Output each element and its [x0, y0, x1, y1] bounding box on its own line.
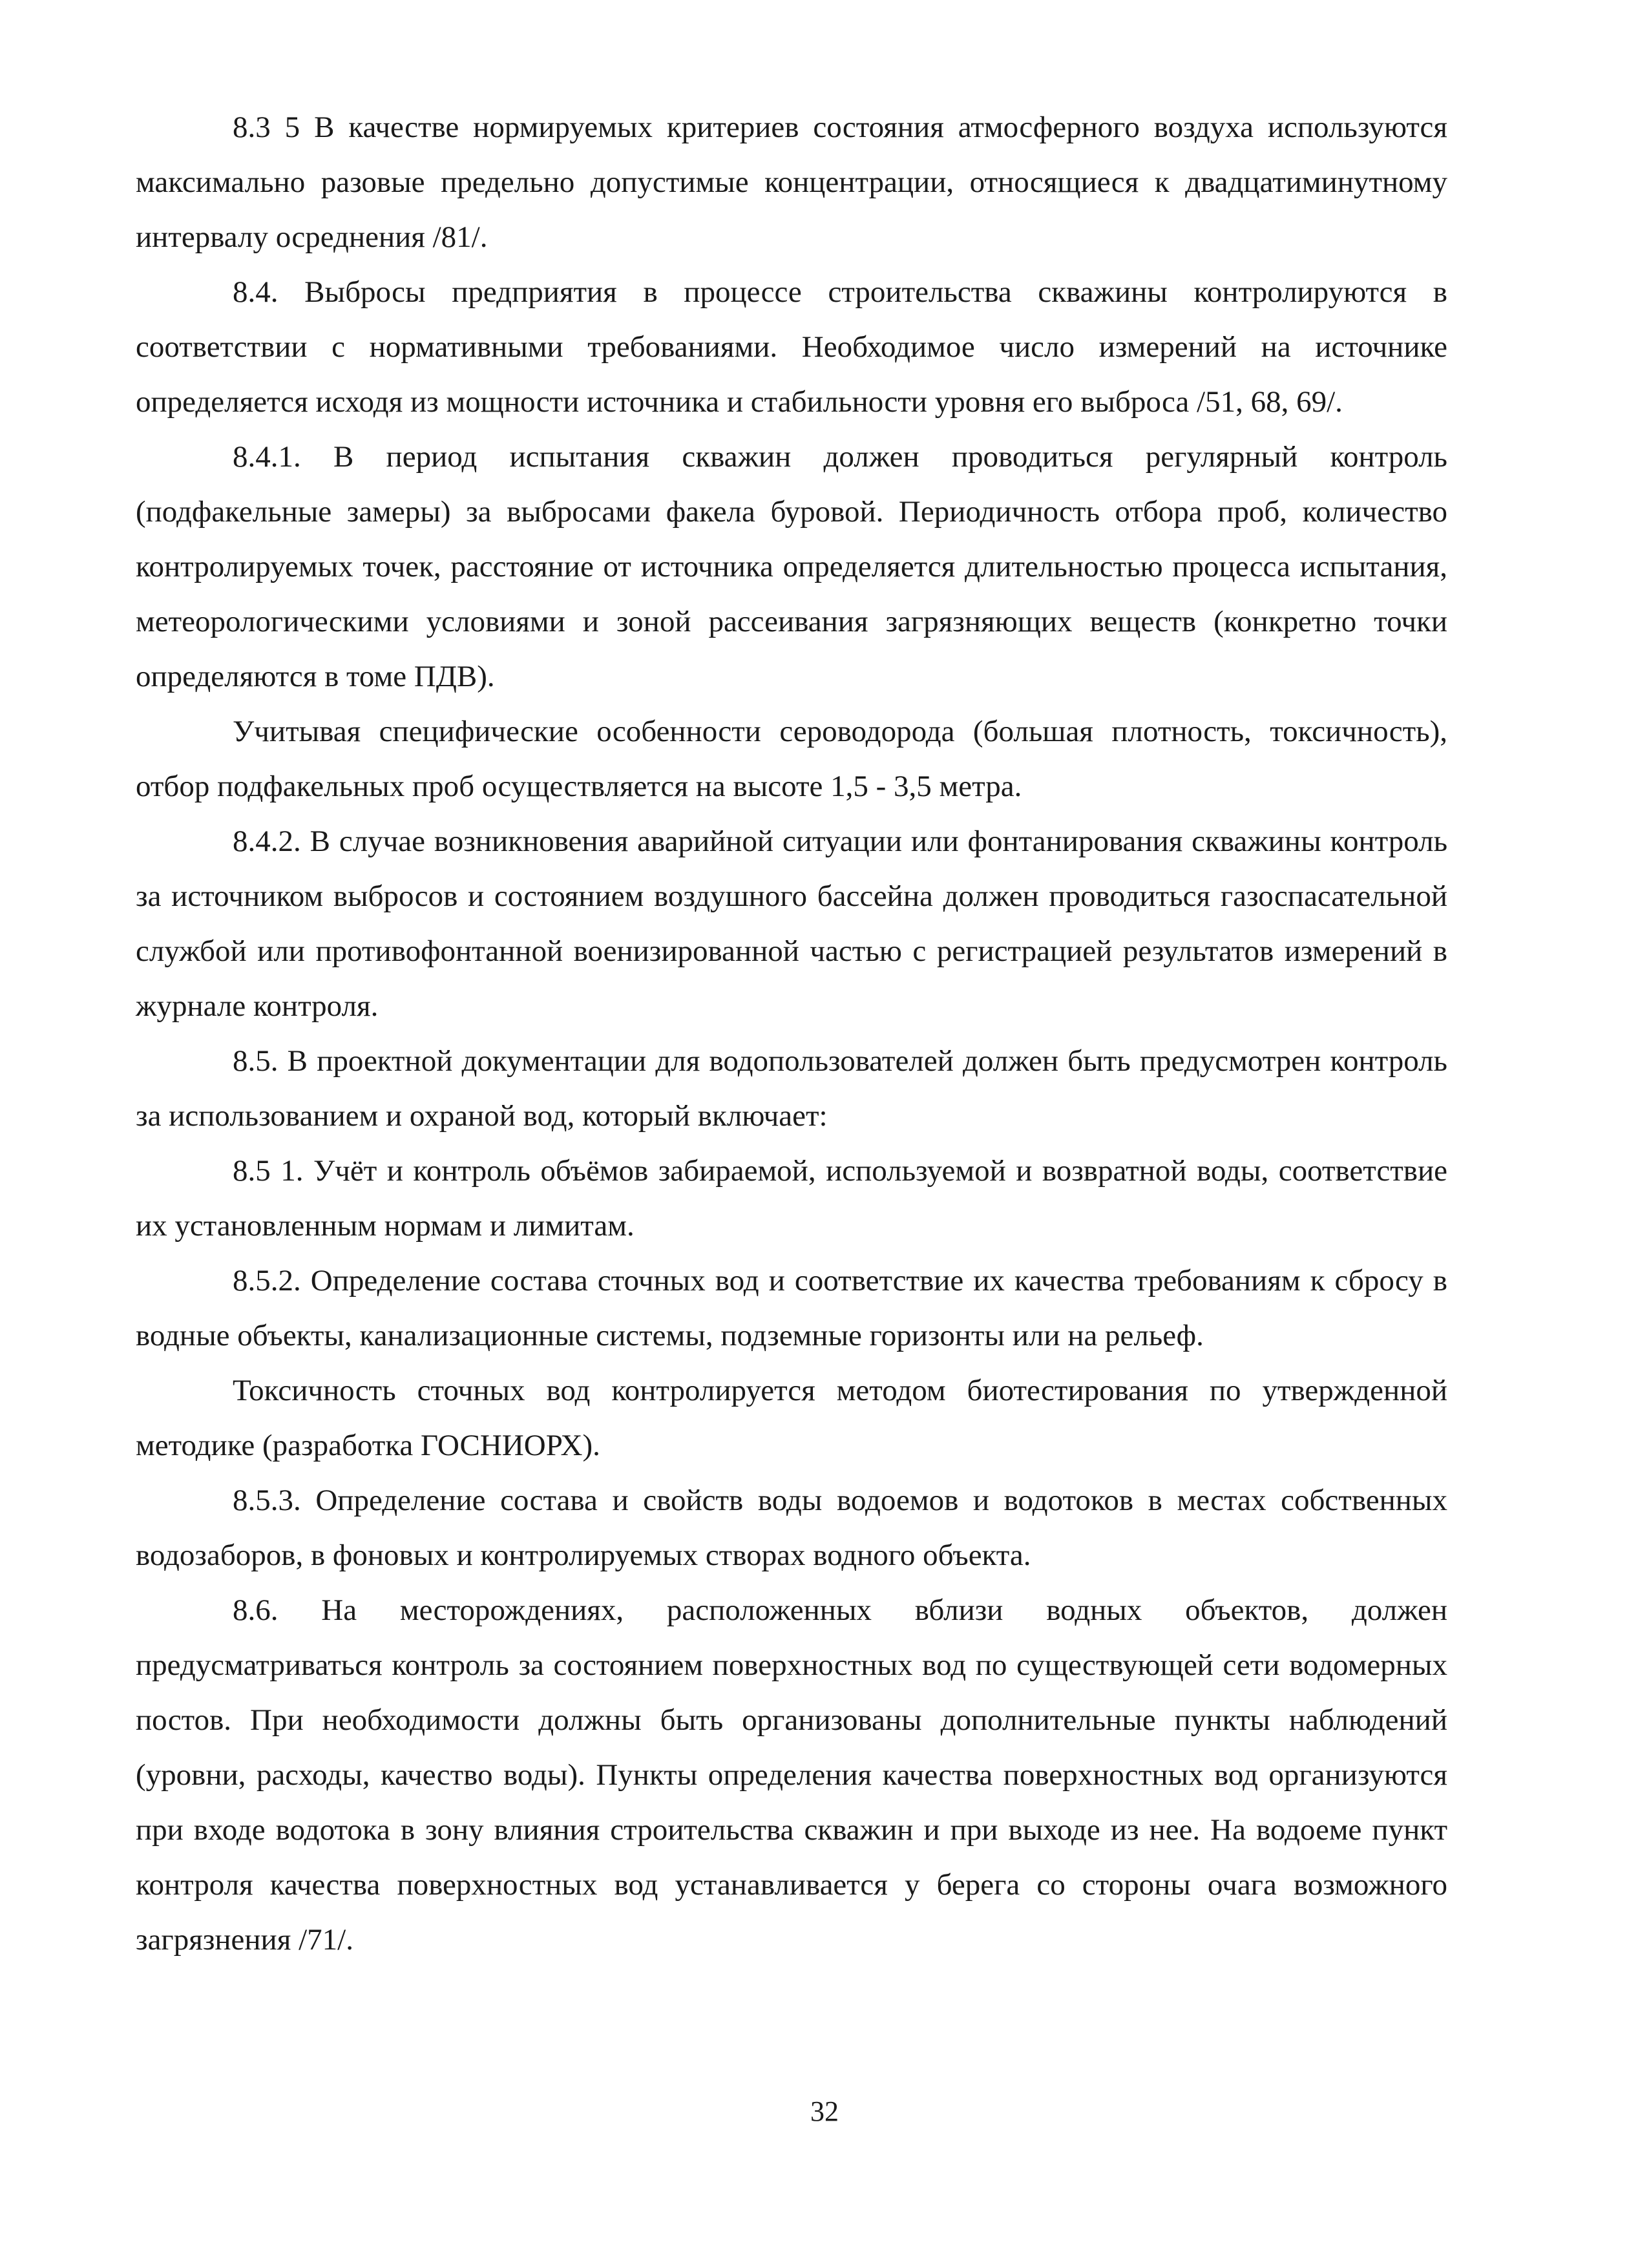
- paragraph-8-4-1: 8.4.1. В период испытания скважин должен проводиться регулярный контроль (подфакельные замеры) за выбросами факела буровой. Периодичность отбора проб, количество контролируемых точек, расстояние от источника определяется длительностью процесса испытания, метеорологическими условиями и зоной рассеивания загрязняющих веществ (конкретно точки определяются в томе ПДВ).: [136, 440, 1447, 693]
- paragraph-8-5-1: 8.5 1. Учёт и контроль объёмов забираемой, используемой и возвратной воды, соответствие их установленным нормам и лимитам.: [136, 1154, 1447, 1243]
- paragraph-8-4: 8.4. Выбросы предприятия в процессе строительства скважины контролируются в соответствии с нормативными требованиями. Необходимое число измерений на источнике определяется исходя из мощности источника и стабильности уровня его выброса /51, 68, 69/.: [136, 275, 1447, 419]
- paragraph-hydrogen-sulfide: Учитывая специфические особенности сероводорода (большая плотность, токсичность), отбор подфакельных проб осуществляется на высоте 1,5 - 3,5 метра.: [136, 715, 1447, 803]
- paragraph-8-5-2: 8.5.2. Определение состава сточных вод и соответствие их качества требованиям к сбросу в водные объекты, канализационные системы, подземные горизонты или на рельеф.: [136, 1264, 1447, 1352]
- paragraph-toxicity: Токсичность сточных вод контролируется методом биотестирования по утвержденной методике (разработка ГОСНИОРХ).: [136, 1374, 1447, 1462]
- paragraph-8-5: 8.5. В проектной документации для водопользователей должен быть предусмотрен контроль за использованием и охраной вод, который включает:: [136, 1044, 1447, 1133]
- paragraph-8-6: 8.6. На месторождениях, расположенных вблизи водных объектов, должен предусматриваться контроль за состоянием поверхностных вод по существующей сети водомерных постов. При необходимости должны быть организованы дополнительные пункты наблюдений (уровни, расходы, качество воды). Пункты определения качества поверхностных вод организуются при входе водотока в зону влияния строительства скважин и при выходе из нее. На водоеме пункт контроля качества поверхностных вод устанавливается у берега со стороны очага возможного загрязнения /71/.: [136, 1593, 1447, 1957]
- paragraph-8-5-3: 8.5.3. Определение состава и свойств воды водоемов и водотоков в местах собственных водозаборов, в фоновых и контролируемых створах водного объекта.: [136, 1484, 1447, 1572]
- paragraph-8-3-5: 8.3 5 В качестве нормируемых критериев состояния атмосферного воздуха используются максимально разовые предельно допустимые концентрации, относящиеся к двадцатиминутному интервалу осреднения /81/.: [136, 110, 1447, 254]
- paragraph-8-4-2: 8.4.2. В случае возникновения аварийной ситуации или фонтанирования скважины контроль за источником выбросов и состоянием воздушного бассейна должен проводиться газоспасательной службой или противофонтанной военизированной частью с регистрацией результатов измерений в журнале контроля.: [136, 824, 1447, 1023]
- page-number: 32: [810, 2095, 839, 2127]
- page-body: [136, 100, 1447, 1968]
